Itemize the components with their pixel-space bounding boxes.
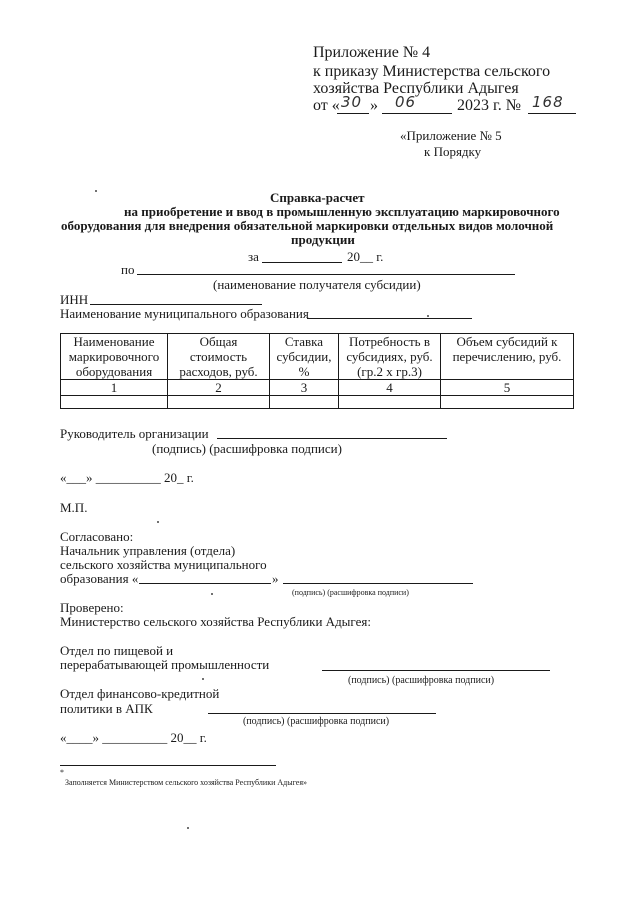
scan-speck <box>95 190 97 192</box>
table-empty-row <box>61 396 574 409</box>
head-label: Руководитель организации <box>60 426 209 441</box>
dept1-line-2: перерабатывающей промышленности <box>60 657 270 672</box>
table-number-cell: 5 <box>441 380 574 396</box>
scan-speck <box>211 593 213 595</box>
appendix-date-prefix: от « <box>313 97 340 114</box>
scan-speck <box>427 315 429 317</box>
dept2-line-1: Отдел финансово-кредитной <box>60 686 220 701</box>
month-underline <box>382 113 452 114</box>
form-subtitle-line-3: продукции <box>291 232 355 247</box>
municipality-label: Наименование муниципального образования <box>60 306 309 321</box>
dept1-signature-line <box>322 670 550 671</box>
appendix5-subtitle: к Порядку <box>424 144 482 159</box>
form-title: Справка-расчет <box>270 190 365 205</box>
appendix-date-year: 2023 г. № <box>457 97 522 114</box>
table-header-cell: Наименование маркировочного оборудования <box>61 334 168 380</box>
inn-label: ИНН <box>60 292 89 307</box>
appendix-title: Приложение № 4 <box>313 44 431 61</box>
form-subtitle-line-1: на приобретение и ввод в промышленную эксплуатацию маркировочного <box>124 204 560 219</box>
head-date: «___» __________ 20_ г. <box>60 470 194 485</box>
table-header-row <box>61 334 574 380</box>
number-underline <box>528 113 576 114</box>
handwritten-day: 30 <box>341 93 363 111</box>
appendix-line-2: хозяйства Республики Адыгея <box>313 80 519 97</box>
table-number-cell: 3 <box>270 380 339 396</box>
form-subtitle-line-2: оборудования для внедрения обязательной маркировки отдельных видов молочной <box>61 218 554 233</box>
appendix-date-quote: » <box>370 97 378 114</box>
table-empty-cell <box>441 396 574 409</box>
appendix-line-1: к приказу Министерства сельского <box>313 63 551 80</box>
head-caption: (подпись) (расшифровка подписи) <box>152 441 342 456</box>
dept2-line-2: политики в АПК <box>60 701 153 716</box>
footnote-text: Заполняется Министерством сельского хозяйства Республики Адыгея» <box>65 778 307 787</box>
period-prefix: за <box>248 249 259 264</box>
subsidy-table <box>60 333 574 409</box>
agreed-line-2: сельского хозяйства муниципального <box>60 557 267 572</box>
handwritten-month: 06 <box>395 93 417 111</box>
agreed-line-3-prefix: образования « <box>60 571 139 586</box>
seal-label: М.П. <box>60 500 88 515</box>
scan-speck <box>157 521 159 523</box>
recipient-by-label: по <box>121 262 135 277</box>
agreed-municipality-line <box>139 583 271 584</box>
footnote-separator <box>60 765 276 766</box>
table-empty-cell <box>168 396 270 409</box>
table-number-row <box>61 380 574 396</box>
agreed-line-1: Начальник управления (отдела) <box>60 543 236 558</box>
scan-speck <box>187 827 189 829</box>
period-year: 20__ г. <box>347 249 384 264</box>
table-number-cell: 1 <box>61 380 168 396</box>
checked-date: «____» __________ 20__ г. <box>60 730 207 745</box>
agreed-signature-line <box>283 583 473 584</box>
scan-speck <box>202 678 204 680</box>
table-empty-cell <box>339 396 441 409</box>
handwritten-number: 168 <box>532 93 564 111</box>
table-header-cell: Потребность в субсидиях, руб. (гр.2 х гр.3) <box>339 334 441 380</box>
inn-line <box>90 304 262 305</box>
head-signature-line <box>217 438 447 439</box>
table-header-cell: Общая стоимость расходов, руб. <box>168 334 270 380</box>
agreed-caption: (подпись) (расшифровка подписи) <box>292 588 409 597</box>
day-underline <box>337 113 369 114</box>
table-number-cell: 2 <box>168 380 270 396</box>
table-number-cell: 4 <box>339 380 441 396</box>
dept1-line-1: Отдел по пищевой и <box>60 643 174 658</box>
dept2-signature-line <box>208 713 436 714</box>
municipality-line <box>307 318 472 319</box>
table-empty-cell <box>61 396 168 409</box>
recipient-caption: (наименование получателя субсидии) <box>213 277 421 292</box>
table-header-cell: Ставка субсидии, % <box>270 334 339 380</box>
table-header-cell: Объем субсидий к перечислению, руб. <box>441 334 574 380</box>
dept2-caption: (подпись) (расшифровка подписи) <box>243 716 390 727</box>
agreed-line-3-suffix: » <box>272 571 279 586</box>
table-empty-cell <box>270 396 339 409</box>
checked-title: Проверено: <box>60 600 124 615</box>
dept1-caption: (подпись) (расшифровка подписи) <box>348 675 495 686</box>
footnote-mark: * <box>60 768 64 777</box>
agreed-title: Согласовано: <box>60 529 134 544</box>
checked-ministry: Министерство сельского хозяйства Республики Адыгея: <box>60 614 371 629</box>
appendix5-title: «Приложение № 5 <box>400 128 502 143</box>
period-line <box>262 262 342 263</box>
recipient-line <box>137 274 515 275</box>
